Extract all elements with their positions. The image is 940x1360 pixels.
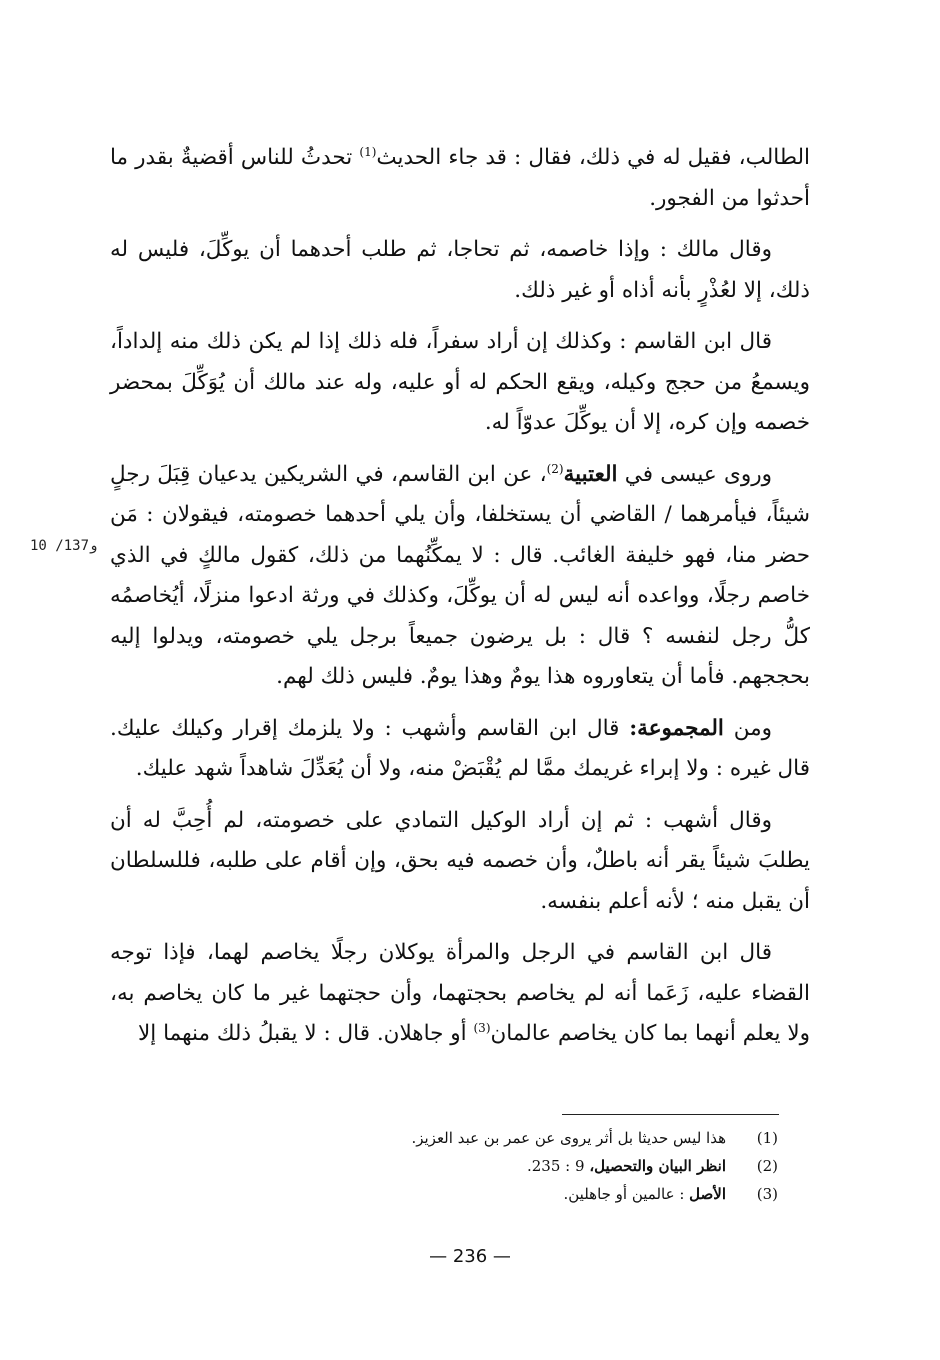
margin-manuscript-reference: 10 /137و [30, 538, 98, 554]
footnote-2 [300, 1152, 778, 1180]
paragraph-3: قال ابن القاسم : وكذلك إن أراد سفراً، فله ذلك إذا لم يكن ذلك منه إلداداً، ويسمعُ من حجج وكيله، ويقع الحكم له أو عليه، وله عند مالك أن يُوَكِّلَ بمحضر خصمه وإن كره، إلا أن يوكِّلَ عدوّاً له. [110, 329, 810, 435]
footnote-number: (2) [756, 1157, 778, 1175]
footnote-number: (3) [756, 1185, 778, 1203]
footnote-ref-1: (1) [359, 144, 377, 159]
footnote-3 [300, 1180, 778, 1208]
footnote-text: 9 : 235. [526, 1157, 590, 1175]
book-title-majmua: المجموعة: [629, 715, 724, 741]
footnote-text: : عالمين أو جاهلين. [563, 1185, 690, 1203]
paragraph-2: وقال مالك : وإذا خاصمه، ثم تحاجا، ثم طلب أحدهما أن يوكِّلَ، فليس له ذلك، إلا لعُذْرٍ بأنه أذاه أو غير ذلك. [110, 237, 810, 303]
page-number: — 236 — [429, 1246, 511, 1267]
paragraph-4: وروى عيسى في العتبية$^{(2)}$، عن ابن القاسم، في الشريكين يدعيان قِبَلَ رجلٍ شيئاً، فيأمرهما / القاضي أن يستخلفا، وأن يلي أحدهما خصومته، فيقولان : مَن حضر منا، فهو خليفة الغائب. قال : لا يمكِّنُهما من ذلك، كقول مالكٍ في الذي خاصم رجلًا، وواعده أنه ليس له أن يوكِّلَ، وكذلك في ورثة ادعوا منزلًا، أيُخاصمُه كلُّ رجل لنفسه ؟ قال : بل يرضون جميعاً برجل يلي خصومته، ويدلوا إليه بحججهم. فأما أن يتعاوروه هذا يومٌ وهذا يومٌ. فليس ذلك لهم. [110, 461, 810, 689]
paragraph-6: وقال أشهب : ثم إن أراد الوكيل التمادي على خصومته، لم أُحِبَّ له أن يطلبَ شيئاً يقر أنه باطلٌ، وأن خصمه فيه بحق، وإن أقام على طلبه، فللسلطان أن يقبل منه ؛ لأنه أعلم بنفسه. [110, 807, 810, 914]
footnote-source-title: الأصل [689, 1185, 726, 1203]
footnote-source-title: انظر البيان والتحصيل، [589, 1157, 726, 1175]
footnote-separator [562, 1114, 779, 1115]
footnote-number: (1) [756, 1129, 778, 1147]
paragraph-1: الطالب، فقيل له في ذلك، فقال : قد جاء الحديث$^{(1)}$ تحدثُ للناس أقضيةٌ بقدر ما أحدثوا من الفجور. [110, 144, 810, 211]
paragraph-5: ومن المجموعة: قال ابن القاسم وأشهب : ولا يلزمك إقرار وكيلك عليك. قال غيره : ولا إبراء غريمك ممَّا لم يُقْبَضْ منه، ولا أن يُعَدِّلَ شاهداً شهد عليك. [110, 715, 810, 781]
paragraph-7: قال ابن القاسم في الرجل والمرأة يوكلان رجلًا يخاصم لهما، فإذا توجه القضاء عليه، زَعَما أنه لم يخاصم بحجتهما، وأن حجتهما غير ما كان يخاصم به، ولا يعلم أنهما بما كان يخاصم عالمان$^{(3)}$ أو جاهلان. قال : لا يقبلُ ذلك منهما إلا [110, 940, 810, 1046]
footnote-ref-2: (2) [546, 461, 564, 476]
book-title-atabiyya: العتبية [563, 461, 618, 487]
footnote-ref-3: (3) [473, 1020, 491, 1035]
footnote-1 [300, 1124, 778, 1152]
footnote-text: هذا ليس حديثا بل أثر يروى عن عمر بن عبد العزيز. [411, 1129, 726, 1147]
footnotes [300, 1124, 778, 1208]
main-text [110, 138, 810, 1066]
